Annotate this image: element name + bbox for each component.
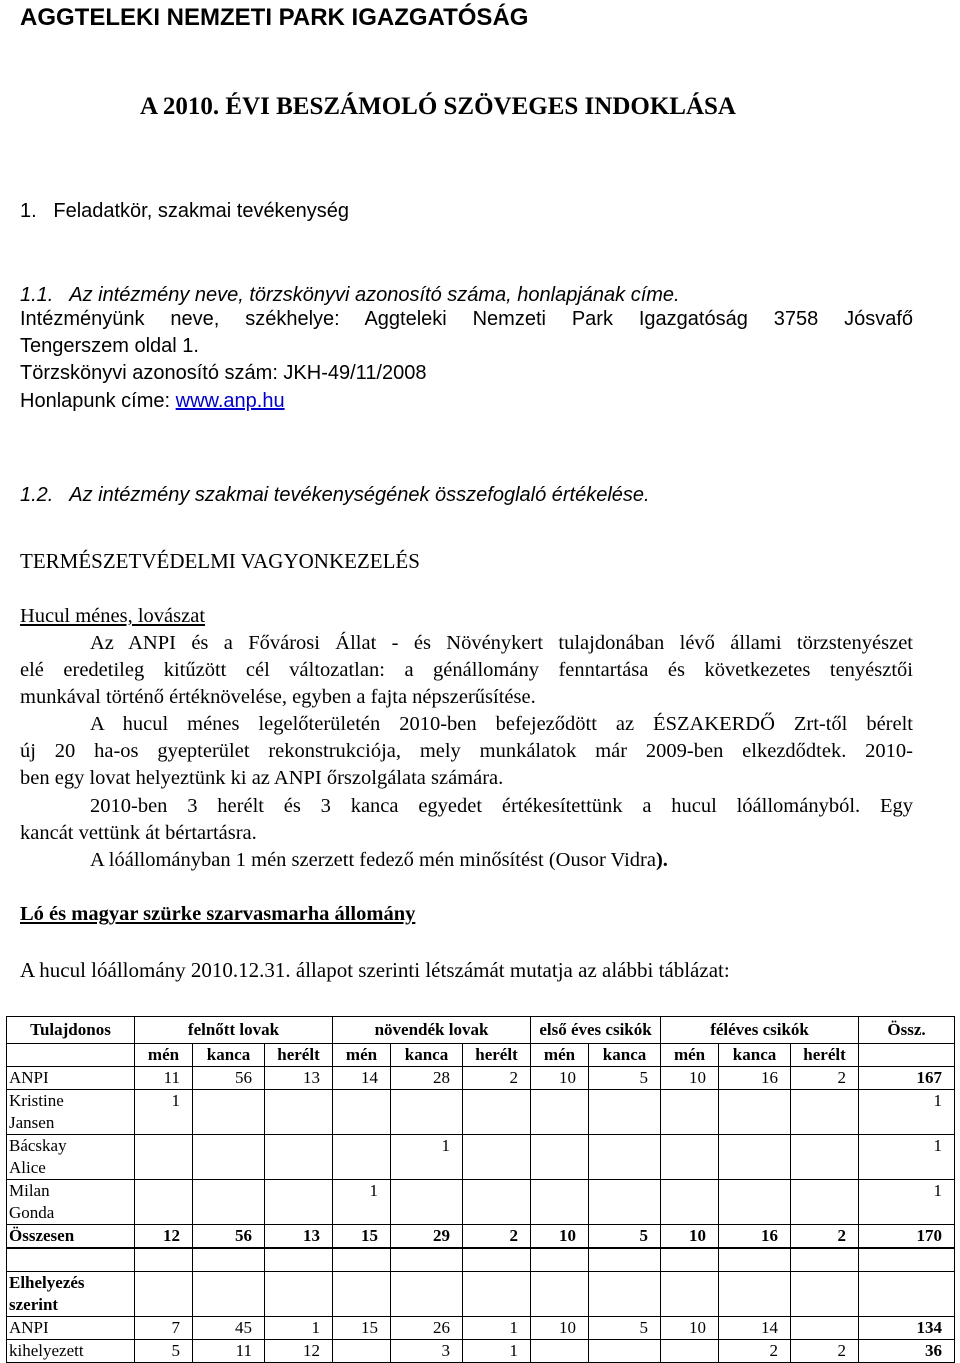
horse-stock-table	[6, 1016, 955, 1363]
table-cell: 13	[265, 1225, 333, 1249]
table-cell: 15	[333, 1317, 391, 1340]
nature-management-heading: TERMÉSZETVÉDELMI VAGYONKEZELÉS	[20, 549, 420, 573]
org-title: AGGTELEKI NEMZETI PARK IGAZGATÓSÁG	[20, 4, 529, 31]
table-group-header-row	[7, 1017, 955, 1044]
row-label-cell: kihelyezett	[7, 1340, 135, 1363]
website-link[interactable]: www.anp.hu	[175, 390, 285, 412]
section-1-1-heading: 1.1. Az intézmény neve, törzskönyvi azonosító száma, honlapjának címe.	[20, 284, 680, 306]
table-cell: 5	[589, 1225, 661, 1249]
sub-header-cell	[7, 1044, 135, 1067]
website-label: Honlapunk címe:	[20, 390, 176, 412]
table-cell	[859, 1248, 955, 1272]
table-cell	[589, 1340, 661, 1363]
horse-cattle-heading: Ló és magyar szürke szarvasmarha állomány	[20, 903, 416, 925]
table-cell: 3	[391, 1340, 463, 1363]
table-cell: 10	[661, 1225, 719, 1249]
table-cell	[589, 1090, 661, 1135]
table-cell	[531, 1180, 589, 1225]
table-cell: 2	[791, 1340, 859, 1363]
table-cell	[661, 1272, 719, 1317]
table-cell	[589, 1248, 661, 1272]
table-cell	[719, 1135, 791, 1180]
table-cell: 1	[391, 1135, 463, 1180]
table-cell: 14	[333, 1067, 391, 1090]
sub-header-cell: kanca	[391, 1044, 463, 1067]
table-cell: 1	[135, 1090, 193, 1135]
table-row	[7, 1090, 955, 1135]
table-cell: 13	[265, 1067, 333, 1090]
table-row	[7, 1067, 955, 1090]
hucul-heading: Hucul ménes, lovászat	[20, 605, 206, 627]
table-cell	[265, 1248, 333, 1272]
table-cell	[661, 1090, 719, 1135]
table-cell	[661, 1180, 719, 1225]
table-cell	[791, 1180, 859, 1225]
table-cell: 2	[791, 1067, 859, 1090]
sub-header-cell: mén	[531, 1044, 589, 1067]
table-cell: 26	[391, 1317, 463, 1340]
table-row	[7, 1135, 955, 1180]
table-cell: 1	[859, 1135, 955, 1180]
sub-header-cell: kanca	[719, 1044, 791, 1067]
table-cell: 56	[193, 1225, 265, 1249]
sub-header-cell	[859, 1044, 955, 1067]
table-cell: 10	[531, 1225, 589, 1249]
placement-row	[7, 1317, 955, 1340]
placement-label: Elhelyezés szerint	[7, 1272, 135, 1317]
table-cell	[265, 1135, 333, 1180]
section-1-2-heading: 1.2. Az intézmény szakmai tevékenységének összefoglaló értékelése.	[20, 484, 650, 506]
sub-header-cell: mén	[135, 1044, 193, 1067]
paragraph-3-line-1: 2010-ben 3 herélt és 3 kanca egyedet értékesítettünk a hucul lóállományból. Egy	[90, 795, 913, 817]
table-cell	[791, 1317, 859, 1340]
table-cell	[333, 1272, 391, 1317]
website-line	[20, 390, 285, 413]
table-intro: A hucul lóállomány 2010.12.31. állapot szerinti létszámát mutatja az alábbi táblázat:	[20, 958, 730, 982]
paragraph-1-line-1: Az ANPI és a Fővárosi Állat - és Növénykert tulajdonában lévő állami törzstenyészet	[90, 632, 913, 654]
table-cell	[193, 1248, 265, 1272]
sub-header-cell: kanca	[193, 1044, 265, 1067]
table-cell	[391, 1272, 463, 1317]
table-cell: 1	[859, 1090, 955, 1135]
table-cell	[531, 1272, 589, 1317]
table-cell	[791, 1135, 859, 1180]
table-cell	[391, 1180, 463, 1225]
paragraph-2-line-3: ben egy lovat helyeztünk ki az ANPI őrszolgálata számára.	[20, 767, 504, 789]
paragraph-1-line-3: munkával történő értéknövelése, egyben a fajta népszerűsítése.	[20, 686, 536, 708]
table-cell	[135, 1135, 193, 1180]
table-cell: 2	[791, 1225, 859, 1249]
table-cell	[463, 1272, 531, 1317]
table-cell	[719, 1272, 791, 1317]
table-cell	[463, 1135, 531, 1180]
table-cell	[589, 1180, 661, 1225]
table-cell: 15	[333, 1225, 391, 1249]
placement-label-row	[7, 1272, 955, 1317]
table-cell: 14	[719, 1317, 791, 1340]
table-cell: 5	[135, 1340, 193, 1363]
table-cell	[135, 1248, 193, 1272]
header-owner: Tulajdonos	[7, 1017, 135, 1044]
sub-header-cell: kanca	[589, 1044, 661, 1067]
table-cell	[661, 1340, 719, 1363]
sub-header-cell: herélt	[791, 1044, 859, 1067]
institution-address-line: Tengerszem oldal 1.	[20, 335, 199, 357]
row-label-cell: Kristine Jansen	[7, 1090, 135, 1135]
table-cell	[7, 1248, 135, 1272]
table-row	[7, 1180, 955, 1225]
table-cell	[661, 1135, 719, 1180]
table-cell	[531, 1248, 589, 1272]
table-spacer-row	[7, 1248, 955, 1272]
report-title: A 2010. ÉVI BESZÁMOLÓ SZÖVEGES INDOKLÁSA	[140, 93, 736, 120]
table-cell: 10	[531, 1317, 589, 1340]
sub-header-cell: herélt	[463, 1044, 531, 1067]
table-cell	[463, 1248, 531, 1272]
table-cell	[791, 1248, 859, 1272]
table-cell: 2	[463, 1225, 531, 1249]
header-first-year-foals: első éves csikók	[531, 1017, 661, 1044]
table-cell: 167	[859, 1067, 955, 1090]
table-cell	[265, 1090, 333, 1135]
table-cell	[135, 1272, 193, 1317]
table-sub-header-row	[7, 1044, 955, 1067]
table-cell: 1	[859, 1180, 955, 1225]
section-1-heading: 1. Feladatkör, szakmai tevékenység	[20, 200, 350, 222]
table-cell	[791, 1090, 859, 1135]
table-cell	[589, 1272, 661, 1317]
table-cell	[531, 1340, 589, 1363]
table-cell: 1	[265, 1317, 333, 1340]
table-cell: 2	[463, 1067, 531, 1090]
table-cell	[391, 1090, 463, 1135]
table-cell	[333, 1340, 391, 1363]
table-cell: 12	[135, 1225, 193, 1249]
table-cell	[463, 1090, 531, 1135]
sub-header-cell: herélt	[265, 1044, 333, 1067]
table-cell: 45	[193, 1317, 265, 1340]
table-cell	[589, 1135, 661, 1180]
table-cell	[333, 1090, 391, 1135]
table-cell: 29	[391, 1225, 463, 1249]
paragraph-2-line-1: A hucul ménes legelőterületén 2010-ben befejeződött az ÉSZAKERDŐ Zrt-től bérelt	[90, 713, 913, 735]
table-total-row	[7, 1225, 955, 1249]
header-adult-horses: felnőtt lovak	[135, 1017, 333, 1044]
table-cell: 5	[589, 1067, 661, 1090]
placement-row	[7, 1340, 955, 1363]
table-cell	[719, 1090, 791, 1135]
table-cell	[333, 1248, 391, 1272]
table-cell	[531, 1135, 589, 1180]
table-cell: 16	[719, 1225, 791, 1249]
institution-name-line: Intézményünk neve, székhelye: Aggteleki Nemzeti Park Igazgatóság 3758 Jósvafő	[20, 308, 913, 330]
table-cell	[719, 1180, 791, 1225]
table-body	[7, 1067, 955, 1363]
paragraph-4	[90, 849, 668, 872]
table-cell: 11	[135, 1067, 193, 1090]
table-cell: 134	[859, 1317, 955, 1340]
paragraph-1-line-2: elé eredetileg kitűzött cél változatlan: a génállomány fenntartása és következetes tenyésztői	[20, 659, 913, 681]
table-cell: 12	[265, 1340, 333, 1363]
table-cell	[531, 1090, 589, 1135]
paragraph-3-line-2: kancát vettünk át bértartásra.	[20, 822, 257, 844]
table-cell	[463, 1180, 531, 1225]
paragraph-4-end: ).	[655, 849, 668, 871]
table-cell: 1	[463, 1340, 531, 1363]
row-label-cell: Milan Gonda	[7, 1180, 135, 1225]
table-cell	[193, 1135, 265, 1180]
table-cell: 16	[719, 1067, 791, 1090]
table-cell	[193, 1180, 265, 1225]
table-cell	[333, 1135, 391, 1180]
header-young-horses: növendék lovak	[333, 1017, 531, 1044]
table-cell: 10	[531, 1067, 589, 1090]
table-cell	[719, 1248, 791, 1272]
table-cell	[791, 1272, 859, 1317]
sub-header-cell: mén	[661, 1044, 719, 1067]
table-cell	[135, 1180, 193, 1225]
table-cell	[859, 1272, 955, 1317]
table-cell	[265, 1272, 333, 1317]
table-cell: 28	[391, 1067, 463, 1090]
table-cell: 1	[333, 1180, 391, 1225]
table-cell	[193, 1272, 265, 1317]
header-half-year-foals: féléves csikók	[661, 1017, 859, 1044]
row-label-cell: ANPI	[7, 1067, 135, 1090]
paragraph-2-line-2: új 20 ha-os gyepterület rekonstrukciója, mely munkálatok már 2009-ben elkezdődtek. 2010-	[20, 740, 913, 762]
row-label-cell: Összesen	[7, 1225, 135, 1249]
table-cell: 10	[661, 1067, 719, 1090]
registry-id-line: Törzskönyvi azonosító szám: JKH-49/11/2008	[20, 362, 427, 384]
paragraph-4-text: A lóállományban 1 mén szerzett fedező mén minősítést (Ousor Vidra	[90, 849, 656, 871]
table-cell: 10	[661, 1317, 719, 1340]
table-cell	[391, 1248, 463, 1272]
sub-header-cell: mén	[333, 1044, 391, 1067]
table-cell: 7	[135, 1317, 193, 1340]
table-cell: 56	[193, 1067, 265, 1090]
row-label-cell: ANPI	[7, 1317, 135, 1340]
table-cell: 5	[589, 1317, 661, 1340]
table-cell: 11	[193, 1340, 265, 1363]
table-cell	[661, 1248, 719, 1272]
table-cell	[265, 1180, 333, 1225]
table-cell: 2	[719, 1340, 791, 1363]
row-label-cell: Bácskay Alice	[7, 1135, 135, 1180]
table-cell: 1	[463, 1317, 531, 1340]
table-cell: 170	[859, 1225, 955, 1249]
table-cell	[193, 1090, 265, 1135]
header-total: Össz.	[859, 1017, 955, 1044]
table-cell: 36	[859, 1340, 955, 1363]
